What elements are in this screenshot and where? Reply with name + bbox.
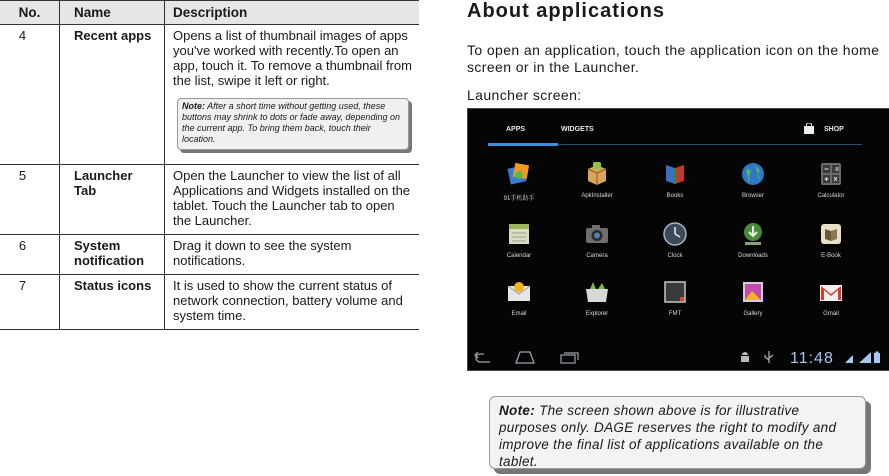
recent-apps-note xyxy=(177,98,409,150)
signal-strength-icon xyxy=(858,351,872,364)
disclaimer-note xyxy=(489,396,866,469)
calendar-icon xyxy=(506,221,532,247)
app-camera[interactable] xyxy=(562,221,632,259)
browser-globe-icon xyxy=(740,161,766,187)
app-downloads[interactable] xyxy=(718,221,788,259)
email-icon xyxy=(506,279,532,305)
row-description: It is used to show the current status of network connection, battery volume and system time. xyxy=(165,275,420,330)
app-label: Email xyxy=(511,311,527,317)
table-row xyxy=(0,275,419,330)
intro-paragraph: To open an application, touch the application icon on the home screen or in the Launcher. xyxy=(467,42,880,75)
row-description: Drag it down to see the system notifications. xyxy=(165,235,420,275)
header-no: No. xyxy=(0,1,60,25)
app-fmt[interactable] xyxy=(640,279,710,317)
note-label: Note: xyxy=(499,403,535,418)
app-books[interactable] xyxy=(640,161,710,199)
app-label: Calculator xyxy=(817,193,845,199)
back-icon[interactable] xyxy=(474,352,492,364)
app-email[interactable] xyxy=(484,279,554,317)
tab-widgets[interactable]: WIDGETS xyxy=(561,126,594,133)
row-name: Launcher Tab xyxy=(60,165,165,235)
system-nav-bar xyxy=(468,346,889,370)
table-row xyxy=(0,235,419,275)
app-label: E-Book xyxy=(821,253,841,259)
launcher-screenshot xyxy=(467,108,889,371)
app-calculator[interactable] xyxy=(796,161,866,199)
gmail-icon xyxy=(818,279,844,305)
app-clock[interactable] xyxy=(640,221,710,259)
launcher-caption: Launcher screen: xyxy=(467,87,582,103)
battery-icon xyxy=(873,351,881,364)
app-label: Books xyxy=(666,193,684,199)
launcher-top-bar xyxy=(468,109,889,147)
row-no: 7 xyxy=(0,275,60,330)
app-gmail[interactable] xyxy=(796,279,866,317)
header-name: Name xyxy=(60,1,165,25)
gallery-icon xyxy=(740,279,766,305)
app-label: Browser xyxy=(741,193,764,199)
shop-bag-icon[interactable] xyxy=(803,123,815,134)
books-icon xyxy=(662,161,688,187)
note-label: Note: xyxy=(182,101,205,111)
app-gallery[interactable] xyxy=(718,279,788,317)
calculator-icon xyxy=(818,161,844,187)
row-description xyxy=(165,25,420,165)
wifi-icon xyxy=(844,352,854,364)
android-debug-icon xyxy=(740,352,750,363)
section-title: About applications xyxy=(467,0,665,22)
table-row xyxy=(0,25,419,165)
row-no: 5 xyxy=(0,165,60,235)
tab-apps[interactable]: APPS xyxy=(506,126,526,133)
shop-label[interactable]: SHOP xyxy=(824,126,844,133)
row-no: 6 xyxy=(0,235,60,275)
91-assistant-icon xyxy=(506,161,532,187)
row-no: 4 xyxy=(0,25,60,165)
clock-icon xyxy=(662,221,688,247)
row-name: System notification xyxy=(60,235,165,275)
app-label: 91手机助手 xyxy=(503,196,535,202)
table-header-row xyxy=(0,1,419,25)
app-explorer[interactable] xyxy=(562,279,632,317)
explorer-icon xyxy=(584,279,610,305)
table-row xyxy=(0,165,419,235)
recent-apps-icon[interactable] xyxy=(560,351,580,364)
tab-selected-indicator xyxy=(488,143,558,146)
row-name: Status icons xyxy=(60,275,165,330)
ebook-icon xyxy=(818,221,844,247)
app-label: Clock xyxy=(667,253,683,259)
usb-icon xyxy=(764,351,774,364)
note-text: The screen shown above is for illustrative purposes only. DAGE reserves the right to modify and improve the final list of applications available on the tablet. xyxy=(499,403,837,469)
description-table xyxy=(0,0,419,330)
row-description: Open the Launcher to view the list of all Applications and Widgets installed on the tablet. Touch the Launcher tab to open the Launcher. xyxy=(165,165,420,235)
home-icon[interactable] xyxy=(514,350,536,364)
app-label: ApkInstaller xyxy=(581,193,613,199)
apk-installer-icon xyxy=(584,161,610,187)
status-clock: 11:48 xyxy=(790,350,834,367)
fmt-icon xyxy=(662,279,688,305)
app-label: FMT xyxy=(668,311,682,317)
downloads-icon xyxy=(740,221,766,247)
app-label: Camera xyxy=(586,253,608,259)
app-ebook[interactable] xyxy=(796,221,866,259)
header-description: Description xyxy=(165,1,420,25)
row-description-text: Opens a list of thumbnail images of apps you've worked with recently.To open an app, touch it. To remove a thumbnail from the list, swipe it left or right. xyxy=(173,28,412,88)
app-label: Explorer xyxy=(585,311,609,317)
app-browser[interactable] xyxy=(718,161,788,199)
note-text: After a short time without getting used, these buttons may shrink to dots or fade away, depending on the current app. To bring them back, touch their location. xyxy=(182,101,400,144)
app-label: Downloads xyxy=(738,253,768,259)
row-name: Recent apps xyxy=(60,25,165,165)
app-apkinstaller[interactable] xyxy=(562,161,632,199)
app-label: Gallery xyxy=(743,311,763,317)
app-91-assistant[interactable] xyxy=(484,161,554,202)
app-calendar[interactable] xyxy=(484,221,554,259)
app-label: Gmail xyxy=(823,311,839,317)
app-label: Calendar xyxy=(506,253,532,259)
camera-icon xyxy=(584,221,610,247)
